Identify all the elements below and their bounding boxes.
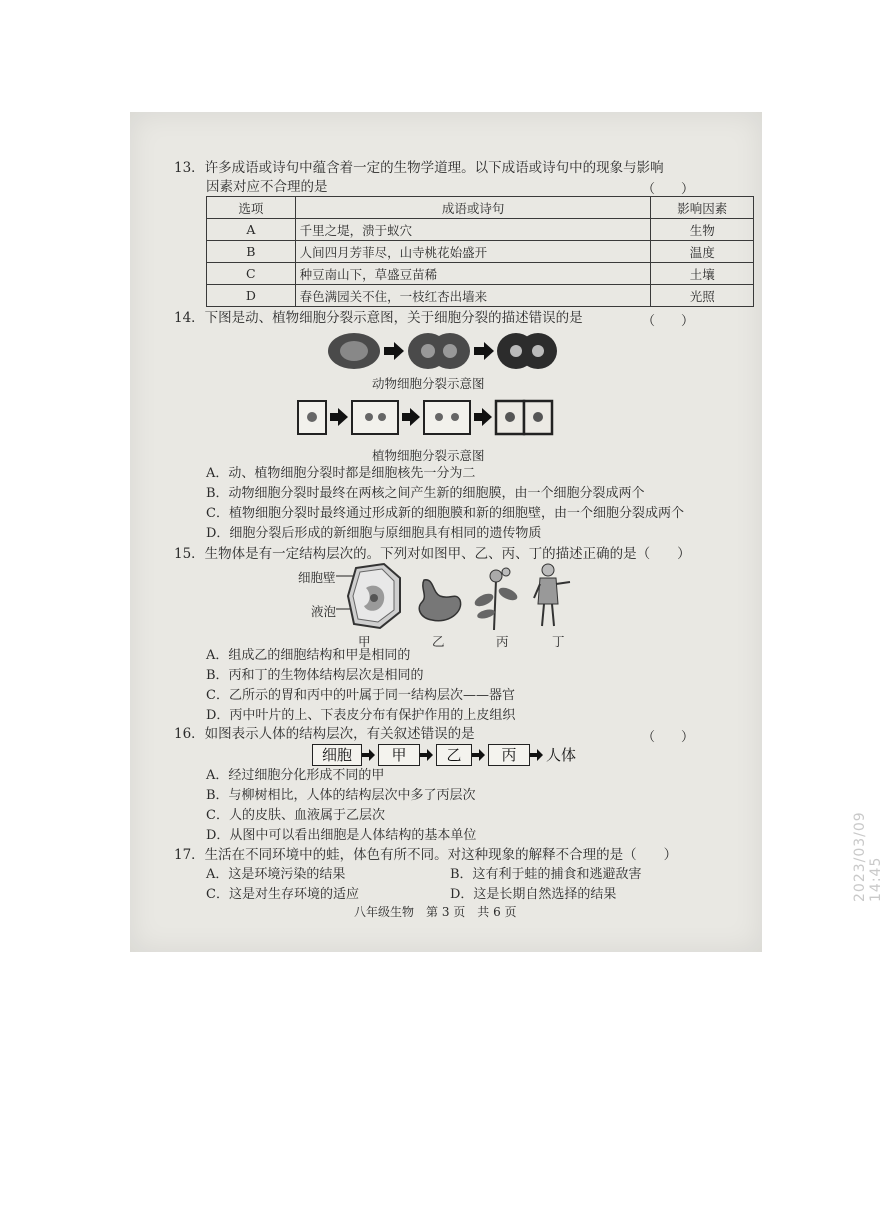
q14-option-a: A．动、植物细胞分裂时都是细胞核先一分为二 (206, 466, 476, 481)
page-footer: 八年级生物 第 3 页 共 6 页 (354, 905, 517, 919)
fig-label-bing: 丙 (496, 634, 509, 649)
q17-option-c: C．这是对生存环境的适应 (206, 887, 359, 902)
table-cell: 种豆南山下，草盛豆苗稀 (295, 263, 651, 285)
table-cell: A (207, 219, 296, 241)
q14-option-c: C．植物细胞分裂时最终通过形成新的细胞膜和新的细胞壁，由一个细胞分裂成两个 (206, 506, 684, 521)
fig-label-jia: 甲 (358, 634, 371, 649)
q13-table (206, 196, 754, 307)
table-header: 影响因素 (651, 197, 754, 219)
arrow-right-icon (420, 748, 434, 762)
q16-option-d: D．从图中可以看出细胞是人体结构的基本单位 (206, 828, 477, 843)
q16-stem: 16．如图表示人体的结构层次，有关叙述错误的是 (174, 726, 475, 742)
table-header-row (207, 197, 754, 219)
q14-option-b: B．动物细胞分裂时最终在两核之间产生新的细胞膜，由一个细胞分裂成两个 (206, 486, 645, 501)
flow-label-human-body: 人体 (546, 746, 577, 764)
plant-cell-3 (424, 401, 470, 434)
stomach-illustration (419, 580, 460, 621)
arrow-right-icon (474, 408, 492, 426)
animal-cell-2 (408, 333, 470, 369)
plant-cell-4 (496, 401, 552, 434)
label-vacuole: 液泡 (311, 604, 337, 619)
structure-levels-figure (336, 562, 576, 632)
animal-cell-division-figure (328, 330, 558, 372)
plant-cell-2 (352, 401, 398, 434)
animal-cell-1 (328, 333, 380, 369)
table-cell: 人间四月芳菲尽，山寺桃花始盛开 (295, 241, 651, 263)
fig-label-ding: 丁 (552, 634, 565, 649)
table-cell: 生物 (651, 219, 754, 241)
arrow-right-icon (530, 748, 544, 762)
plant-cell-1 (298, 401, 326, 434)
arrow-right-icon (474, 342, 494, 360)
table-cell: B (207, 241, 296, 263)
table-header: 成语或诗句 (295, 197, 651, 219)
q15-option-c: C．乙所示的胃和丙中的叶属于同一结构层次——器官 (206, 688, 515, 703)
plant-division-caption: 植物细胞分裂示意图 (372, 448, 485, 463)
arrow-right-icon (330, 408, 348, 426)
q13-stem-line2: 因素对应不合理的是 (206, 179, 328, 195)
table-row (207, 219, 754, 241)
table-cell: 春色满园关不住，一枝红杏出墙来 (295, 285, 651, 307)
q13-stem-line1: 13．许多成语或诗句中蕴含着一定的生物学道理。以下成语或诗句中的现象与影响 (174, 160, 664, 176)
table-cell: D (207, 285, 296, 307)
arrow-right-icon (472, 748, 486, 762)
table-cell: 千里之堤，溃于蚁穴 (295, 219, 651, 241)
q15-option-b: B．丙和丁的生物体结构层次是相同的 (206, 668, 424, 683)
q16-option-a: A．经过细胞分化形成不同的甲 (206, 768, 385, 783)
table-row (207, 241, 754, 263)
q17-stem: 17．生活在不同环境中的蛙，体色有所不同。对这种现象的解释不合理的是（ ） (174, 847, 678, 863)
flowering-plant-illustration (473, 568, 519, 630)
table-header: 选项 (207, 197, 296, 219)
timestamp-watermark: 2023/03/09 14:45 (852, 811, 884, 902)
q17-option-d: D．这是长期自然选择的结果 (450, 887, 617, 902)
animal-division-caption: 动物细胞分裂示意图 (372, 376, 485, 391)
q14-stem: 14．下图是动、植物细胞分裂示意图，关于细胞分裂的描述错误的是 (174, 310, 583, 326)
flow-box-jia: 甲 (378, 744, 420, 766)
q17-option-a: A．这是环境污染的结果 (206, 867, 346, 882)
q13-answer-paren: （ ） (642, 182, 695, 197)
arrow-right-icon (384, 342, 404, 360)
flow-box-bing: 丙 (488, 744, 530, 766)
plant-cell-division-figure (296, 398, 576, 438)
q17-option-b: B．这有利于蛙的捕食和逃避敌害 (450, 867, 642, 882)
q15-stem: 15．生物体是有一定结构层次的。下列对如图甲、乙、丙、丁的描述正确的是（ ） (174, 546, 691, 562)
fig-label-yi: 乙 (432, 634, 445, 649)
arrow-right-icon (362, 748, 376, 762)
flow-box-yi: 乙 (436, 744, 472, 766)
exam-page (130, 112, 884, 952)
table-cell: 光照 (651, 285, 754, 307)
table-cell: 温度 (651, 241, 754, 263)
table-cell: 土壤 (651, 263, 754, 285)
table-cell: C (207, 263, 296, 285)
table-row (207, 263, 754, 285)
q16-answer-paren: （ ） (642, 730, 695, 745)
arrow-right-icon (402, 408, 420, 426)
q14-answer-paren: （ ） (642, 314, 695, 329)
q15-option-a: A．组成乙的细胞结构和甲是相同的 (206, 648, 411, 663)
q16-option-b: B．与柳树相比，人体的结构层次中多了丙层次 (206, 788, 476, 803)
q15-option-d: D．丙中叶片的上、下表皮分布有保护作用的上皮组织 (206, 708, 516, 723)
label-cell-wall: 细胞壁 (298, 570, 336, 585)
q14-option-d: D．细胞分裂后形成的新细胞与原细胞具有相同的遗传物质 (206, 526, 542, 541)
q16-option-c: C．人的皮肤、血液属于乙层次 (206, 808, 385, 823)
plant-cell-illustration (348, 564, 400, 628)
table-row (207, 285, 754, 307)
flow-box-cell: 细胞 (312, 744, 362, 766)
human-figure-illustration (534, 564, 570, 626)
animal-cell-3 (497, 333, 557, 369)
